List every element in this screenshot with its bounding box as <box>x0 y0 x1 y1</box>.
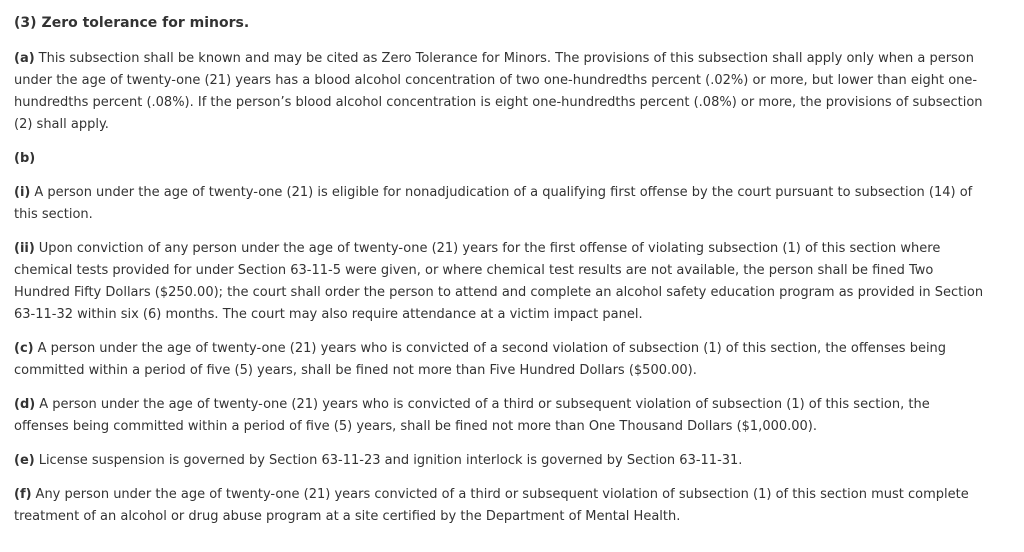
paragraph-a-label: (a) <box>14 51 35 66</box>
paragraph-c-text: A person under the age of twenty-one (21) years who is convicted of a second violation of subsection (1) of this section, the offenses being committed within a period of five (5) years, shall be fined not more than Five Hundred Dollars ($500.00). <box>14 341 947 378</box>
paragraph-e-text: License suspension is governed by Section 63-11-23 and ignition interlock is governed by Section 63-11-31. <box>38 453 743 468</box>
paragraph-e <box>14 450 988 472</box>
section-number: (3) <box>14 15 37 31</box>
paragraph-c <box>14 338 988 382</box>
paragraph-e-label: (e) <box>14 453 35 468</box>
subparagraph-b-i-label: (i) <box>14 185 31 200</box>
section-title: Zero tolerance for minors. <box>41 15 250 31</box>
section-heading <box>14 12 988 34</box>
paragraph-f <box>14 484 988 528</box>
subparagraph-b-ii-label: (ii) <box>14 241 35 256</box>
paragraph-d-text: A person under the age of twenty-one (21) years who is convicted of a third or subsequent violation of subsection (1) of this section, the offenses being committed within a period of five (5) years, shall be fined not more than One Thousand Dollars ($1,000.00). <box>14 397 930 434</box>
paragraph-b-label: (b) <box>14 151 36 166</box>
paragraph-f-label: (f) <box>14 487 32 502</box>
paragraph-d-label: (d) <box>14 397 36 412</box>
paragraph-b <box>14 148 988 170</box>
paragraph-a-text: This subsection shall be known and may be cited as Zero Tolerance for Minors. The provisions of this subsection shall apply only when a person under the age of twenty-one (21) years has a blood alcohol concentration of two one-hundredths percent (.02%) or more, but lower than eight one-hundredths percent (.08%). If the person’s blood alcohol concentration is eight one-hundredths percent (.08%) or more, the provisions of subsection (2) shall apply. <box>14 51 983 132</box>
subparagraph-b-ii-text: Upon conviction of any person under the age of twenty-one (21) years for the first offense of violating subsection (1) of this section where chemical tests provided for under Section 63-11-5 were given, or where chemical test results are not available, the person shall be fined Two Hundred Fifty Dollars ($250.00); the court shall order the person to attend and complete an alcohol safety education program as provided in Section 63-11-32 within six (6) months. The court may also require attendance at a victim impact panel. <box>14 241 984 322</box>
paragraph-d <box>14 394 988 438</box>
subparagraph-b-i <box>14 182 988 226</box>
paragraph-a <box>14 48 988 136</box>
subparagraph-b-i-text: A person under the age of twenty-one (21) is eligible for nonadjudication of a qualifying first offense by the court pursuant to subsection (14) of this section. <box>14 185 973 222</box>
paragraph-c-label: (c) <box>14 341 34 356</box>
paragraph-f-text: Any person under the age of twenty-one (21) years convicted of a third or subsequent violation of subsection (1) of this section must complete treatment of an alcohol or drug abuse program at a site certified by the Department of Mental Health. <box>14 487 969 524</box>
subparagraph-b-ii <box>14 238 988 326</box>
